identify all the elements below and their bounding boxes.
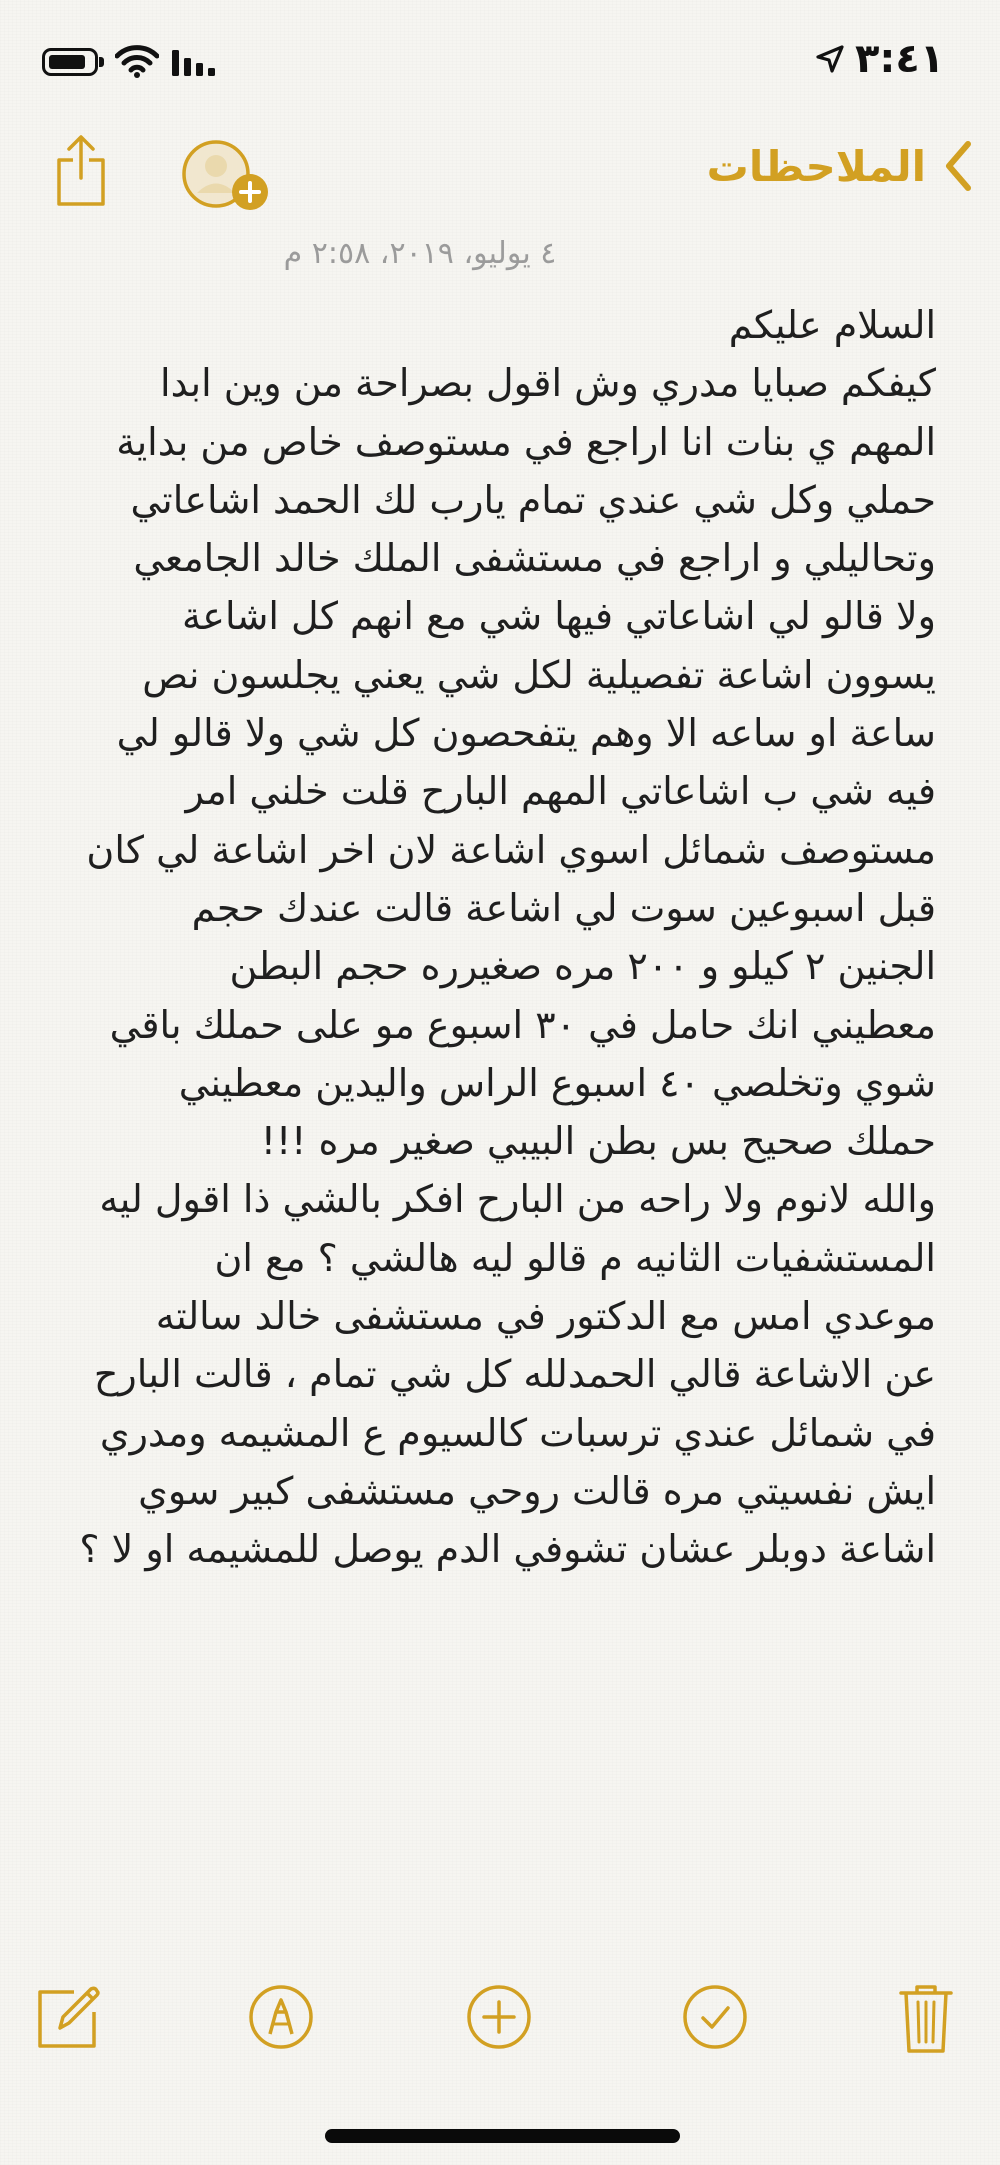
back-label: الملاحظات: [706, 141, 926, 191]
note-line: موعدي امس مع الدكتور في مستشفى خالد سالته: [155, 1294, 936, 1339]
note-line: عن الاشاعة قالي الحمدلله كل شي تمام ، قالت البارح: [93, 1352, 936, 1397]
note-date: ٤ يوليو، ٢٠١٩، ٢:٥٨ م: [283, 236, 557, 271]
note-line: في شمائل عندي ترسبات كالسيوم ع المشيمه ومدري: [99, 1410, 936, 1455]
note-line: يسوون اشاعة تفصيلية لكل شي يعني يجلسون نص: [142, 652, 936, 697]
trash-icon[interactable]: [898, 1984, 954, 2054]
note-line: الجنين ٢ كيلو و ٢٠٠ مره صغيرره حجم البطن: [229, 944, 936, 989]
add-people-icon[interactable]: [180, 138, 272, 216]
back-button[interactable]: [707, 140, 972, 192]
battery-icon: [42, 48, 98, 76]
note-line: والله لانوم ولا راحه من البارح افكر بالشي ذا اقول ليه: [99, 1177, 936, 1222]
location-arrow-icon: [815, 44, 845, 74]
status-bar: [0, 0, 1000, 120]
note-line: شوي وتخلصي ٤٠ اسبوع الراس واليدين معطيني: [178, 1060, 936, 1105]
note-line: المهم ي بنات انا اراجع في مستوصف خاص من بداية: [116, 419, 936, 464]
chevron-back-icon: [944, 140, 972, 192]
note-line: ولا قالو لي اشاعاتي فيها شي مع انهم كل اشاعة: [181, 594, 936, 639]
note-line: فيه شي ب اشاعاتي المهم البارح قلت خلني امر: [185, 769, 936, 814]
note-line: ايش نفسيتي مره قالت روحي مستشفى كبير سوي: [138, 1468, 936, 1513]
note-line: قبل اسبوعين سوت لي اشاعة قالت عندك حجم: [191, 885, 936, 930]
note-line: كيفكم صبايا مدري وش اقول بصراحة من وين ابدا: [160, 361, 936, 406]
signal-icon: [172, 48, 220, 76]
add-icon[interactable]: [466, 1984, 532, 2050]
note-line: معطيني انك حامل في ٣٠ اسبوع مو على حملك باقي: [109, 1002, 936, 1047]
note-line: السلام عليكم: [728, 303, 936, 347]
note-body[interactable]: [46, 296, 936, 1579]
note-line: وتحاليلي و اراجع في مستشفى الملك خالد الجامعي: [133, 536, 936, 581]
status-time: ٣:٤١: [855, 36, 945, 82]
checklist-icon[interactable]: [682, 1984, 748, 2050]
note-line: حملي وكل شي عندي تمام يارب لك الحمد اشاعاتي: [130, 477, 936, 522]
note-line: المستشفيات الثانيه م قالو ليه هالشي ؟ مع ان: [214, 1235, 936, 1280]
compose-icon[interactable]: [36, 1984, 102, 2050]
note-line: ساعة او ساعه الا وهم يتفحصون كل شي ولا قالو لي: [116, 711, 936, 756]
note-line: اشاعة دوبلر عشان تشوفي الدم يوصل للمشيمه او لا ؟: [79, 1527, 936, 1572]
wifi-icon: [115, 44, 159, 78]
note-line: حملك صحيح بس بطن البيبي صغير مره !!!: [260, 1119, 936, 1164]
home-indicator[interactable]: [325, 2129, 680, 2143]
markup-icon[interactable]: [248, 1984, 314, 2050]
note-line: مستوصف شمائل اسوي اشاعة لان اخر اشاعة لي كان: [86, 827, 936, 872]
share-icon[interactable]: [56, 134, 106, 208]
